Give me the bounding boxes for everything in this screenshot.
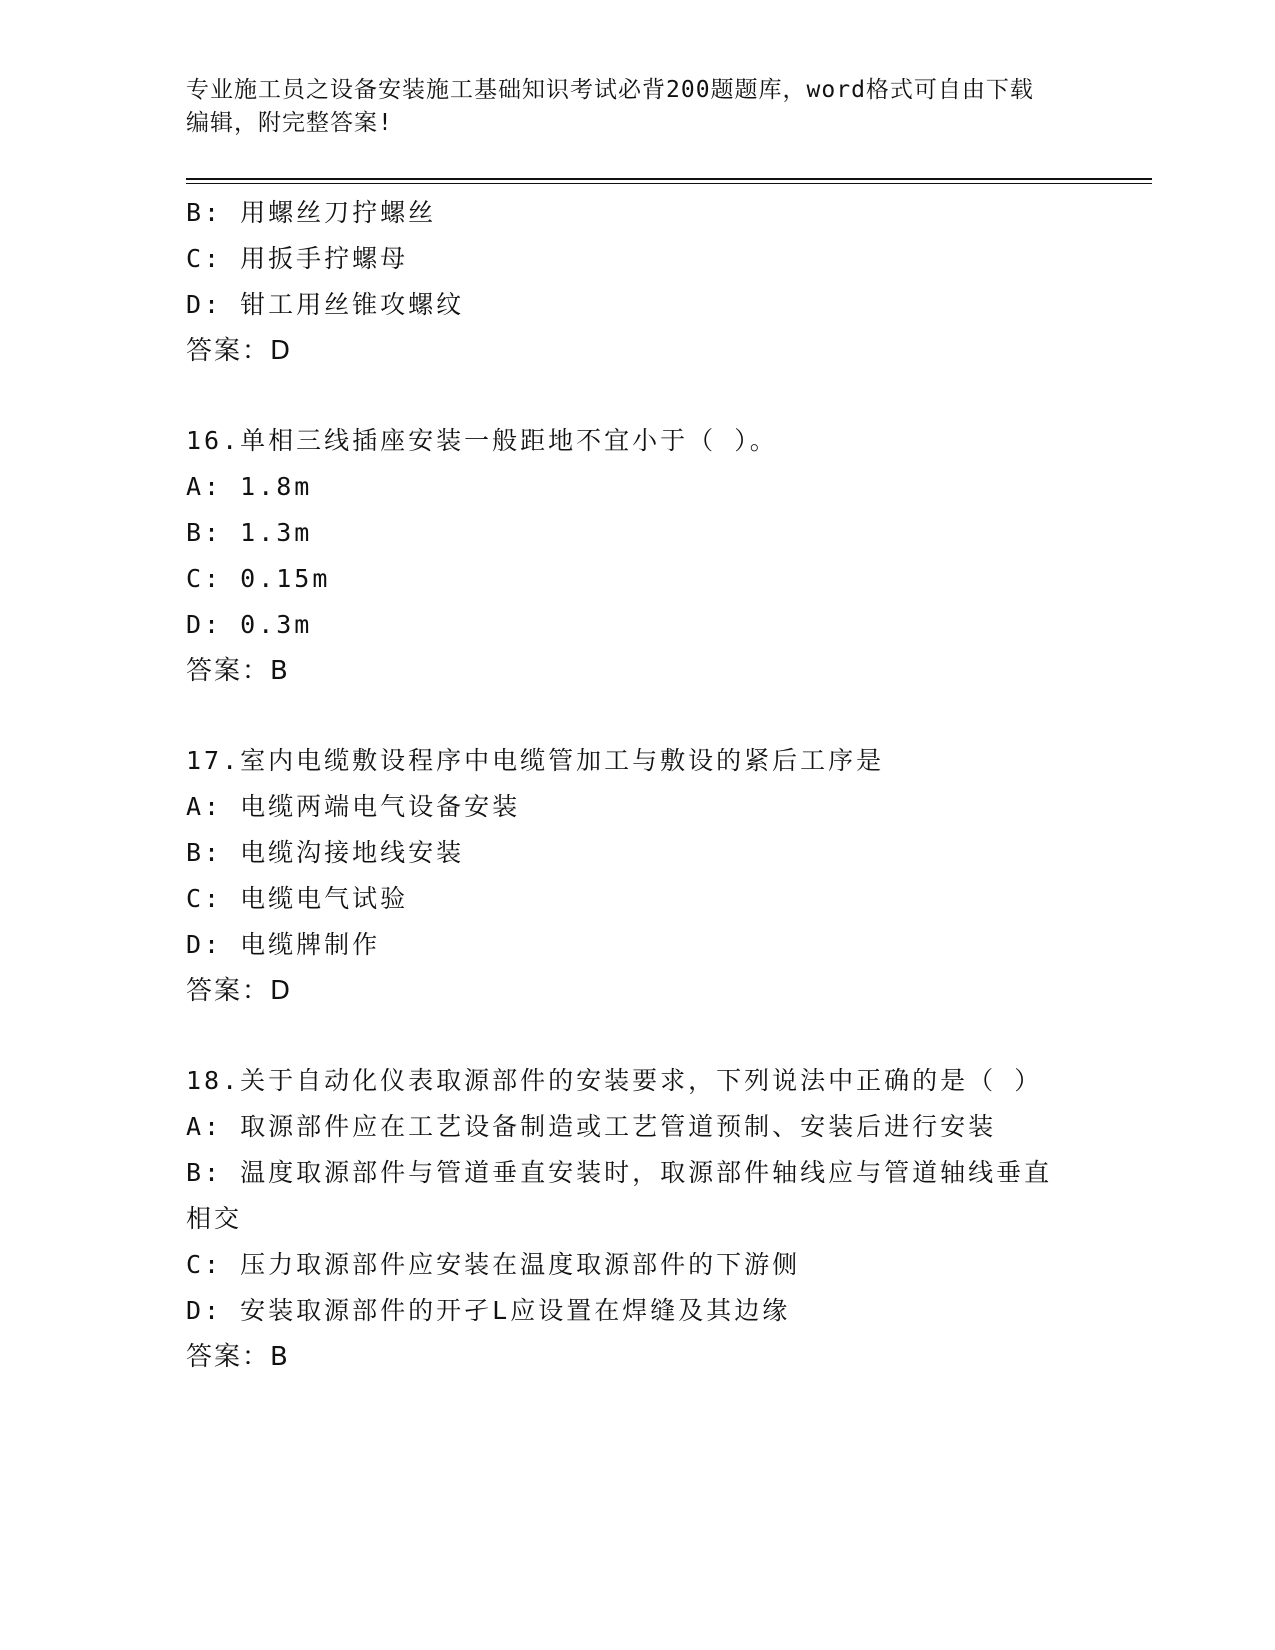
option-b: B: 温度取源部件与管道垂直安装时，取源部件轴线应与管道轴线垂直 bbox=[186, 1158, 1053, 1187]
option-b: B: 用螺丝刀拧螺丝 bbox=[186, 198, 437, 227]
option-d: D: 安装取源部件的开孑L应设置在焊缝及其边缘 bbox=[186, 1296, 791, 1325]
option-a: A: 取源部件应在工艺设备制造或工艺管道预制、安装后进行安装 bbox=[186, 1112, 997, 1141]
option-b: B: 1.3m bbox=[186, 518, 313, 547]
question-text: 16.单相三线插座安装一般距地不宜小于（ ）。 bbox=[186, 426, 778, 455]
header-title-line-2: 编辑，附完整答案! bbox=[186, 110, 393, 136]
header-divider-thin bbox=[186, 183, 1152, 184]
option-b: B: 电缆沟接地线安装 bbox=[186, 838, 465, 867]
document-header bbox=[186, 74, 1086, 140]
option-d: D: 电缆牌制作 bbox=[186, 930, 381, 959]
question-text: 17.室内电缆敷设程序中电缆管加工与敷设的紧后工序是 bbox=[186, 746, 885, 775]
option-a: A: 1.8m bbox=[186, 472, 313, 501]
option-d: D: 钳工用丝锥攻螺纹 bbox=[186, 290, 465, 319]
question-15-tail bbox=[186, 190, 1086, 374]
option-c: C: 用扳手拧螺母 bbox=[186, 244, 409, 273]
answer-line: 答案：D bbox=[186, 976, 293, 1006]
answer-line: 答案：B bbox=[186, 656, 290, 686]
spacer bbox=[186, 1014, 1086, 1058]
option-c: C: 0.15m bbox=[186, 564, 331, 593]
question-18 bbox=[186, 1058, 1086, 1380]
answer-line: 答案：B bbox=[186, 1342, 290, 1372]
header-divider-thick bbox=[186, 178, 1152, 180]
option-a: A: 电缆两端电气设备安装 bbox=[186, 792, 521, 821]
question-text: 18.关于自动化仪表取源部件的安装要求，下列说法中正确的是（ ） bbox=[186, 1066, 1043, 1095]
option-c: C: 压力取源部件应安装在温度取源部件的下游侧 bbox=[186, 1250, 801, 1279]
option-b-continued: 相交 bbox=[186, 1204, 243, 1233]
question-16 bbox=[186, 418, 1086, 694]
option-d: D: 0.3m bbox=[186, 610, 313, 639]
spacer bbox=[186, 694, 1086, 738]
question-17 bbox=[186, 738, 1086, 1014]
spacer bbox=[186, 374, 1086, 418]
option-c: C: 电缆电气试验 bbox=[186, 884, 409, 913]
header-title-line-1: 专业施工员之设备安装施工基础知识考试必背200题题库，word格式可自由下载 bbox=[186, 77, 1034, 103]
document-body bbox=[186, 190, 1086, 1380]
answer-line: 答案：D bbox=[186, 336, 293, 366]
